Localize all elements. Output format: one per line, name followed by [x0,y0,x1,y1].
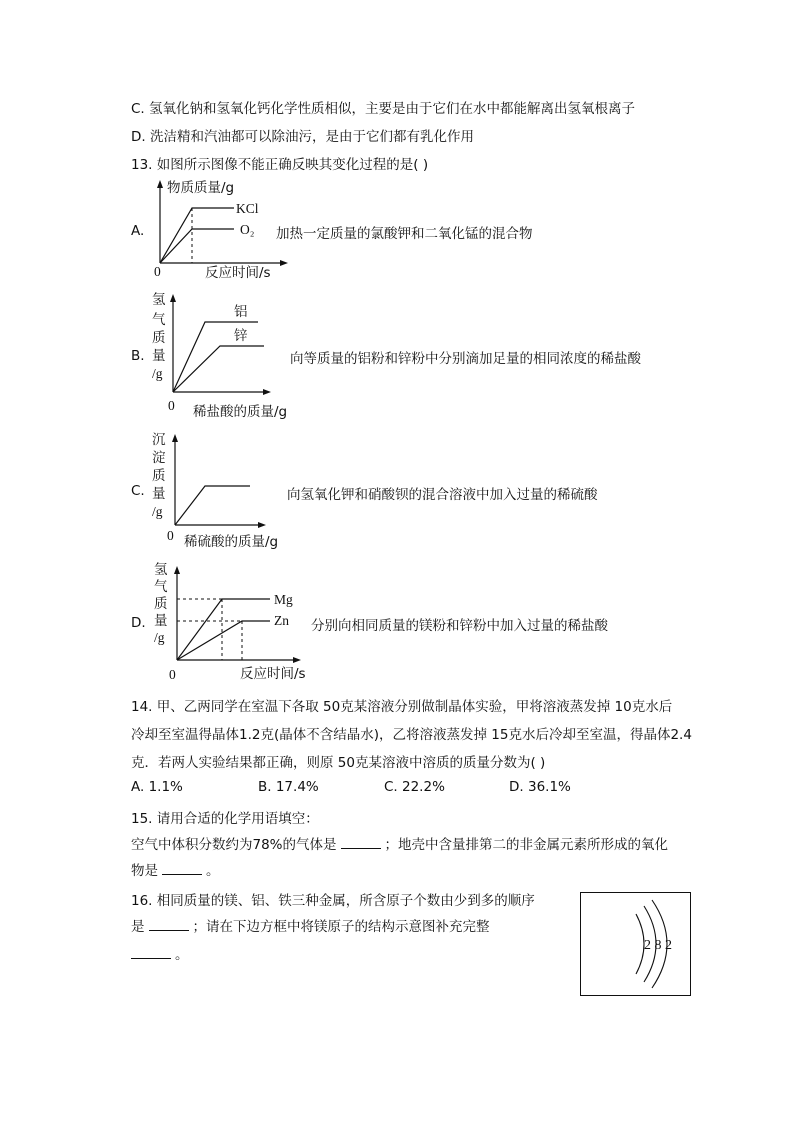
q13-b-ylabel-2: 质 [152,330,166,346]
q14-option-b[interactable]: B. 17.4% [258,779,319,795]
q13-c-ylabel-0: 沉 [152,432,166,448]
atom-structure-box[interactable] [580,892,692,997]
q13-b-ylabel-0: 氢 [152,292,166,308]
prev-option-c: C. 氢氧化钠和氢氧化钙化学性质相似，主要是由于它们在水中都能解离出氢氧根离子 [131,101,636,117]
q13-c-xlabel: 稀硫酸的质量/g [184,534,279,550]
prev-option-d: D. 洗洁精和汽油都可以除油污，是由于它们都有乳化作用 [131,129,474,145]
q13-b-origin: 0 [168,398,175,413]
q13-d-series-mg: Mg [274,592,293,607]
q13-a-ylabel: 物质质量/g [167,180,235,196]
q15-line1: 15. 请用合适的化学用语填空： [131,811,319,827]
q13-d-mg-line [177,599,270,660]
q15-line3 [131,859,220,879]
q15-line3-b: 。 [206,863,220,879]
q13-d-ylabel-4: /g [154,630,165,645]
q16-line3-b: 。 [175,947,189,963]
q13-b-series-al: 铝 [234,304,248,320]
q13-b-desc: 向等质量的铝粉和锌粉中分别滴加足量的相同浓度的稀盐酸 [290,351,641,367]
q13-c-ylabel-2: 质 [152,468,166,484]
q13-a-series-kcl: KCl [236,201,259,216]
q13-b-zn-line [173,346,264,392]
q13-b-label: B. [131,348,145,364]
q13-b-series-zn: 锌 [234,328,248,344]
q13-d-ylabel-1: 气 [154,579,168,595]
q13-d-origin: 0 [169,667,176,682]
q15-blank-2[interactable] [162,862,202,875]
q14-option-c[interactable]: C. 22.2% [384,779,445,795]
q13-c-origin: 0 [167,528,174,543]
q13-d-series-zn: Zn [274,613,289,628]
q13-b-ylabel-4: /g [152,366,163,381]
q15-line2 [131,833,668,853]
q14-line1: 14. 甲、乙两同学在室温下各取 50克某溶液分别做制晶体实验，甲将溶液蒸发掉 10克水后 [131,699,673,715]
q13-c-ylabel-3: 量 [152,486,166,502]
q13-a-kcl-line [160,208,234,263]
q15-line3-a: 物是 [131,863,158,879]
q16-line3 [131,943,189,963]
q13-b-graph [150,288,300,423]
q13-a-xlabel: 反应时间/s [205,265,271,281]
q14-line2: 冷却至室温得晶体1.2克(晶体不含结晶水)，乙将溶液蒸发掉 15克水后冷却至室温，得晶体2.4 [131,727,692,743]
q16-line2-a: 是 [131,919,145,935]
q13-b-ylabel-1: 气 [152,312,166,328]
electron-numbers: 2 8 2 [644,938,672,953]
q14-option-d[interactable]: D. 36.1% [509,779,571,795]
q13-c-precipitate-line [175,486,250,525]
q13-a-desc: 加热一定质量的氯酸钾和二氧化锰的混合物 [276,226,533,242]
q13-d-desc: 分别向相同质量的镁粉和锌粉中加入过量的稀盐酸 [311,618,608,634]
q13-c-desc: 向氢氧化钾和硝酸钡的混合溶液中加入过量的稀硫酸 [287,487,598,503]
q15-line2-a: 空气中体积分数约为78%的气体是 [131,837,337,853]
q13-d-ylabel-0: 氢 [154,562,168,578]
q15-line2-b: ；地壳中含量排第二的非金属元素所形成的氧化 [384,837,669,853]
q13-a-origin: 0 [154,264,161,279]
q16-line2 [131,915,490,935]
q16-blank-2[interactable] [131,946,171,959]
q14-line3: 克．若两人实验结果都正确，则原 50克某溶液中溶质的质量分数为( ) [131,755,546,771]
q13-b-xlabel: 稀盐酸的质量/g [193,404,288,420]
q16-blank-1[interactable] [149,918,189,931]
q16-line1: 16. 相同质量的镁、铝、铁三种金属，所含原子个数由少到多的顺序 [131,893,535,909]
q13-c-ylabel-1: 淀 [152,450,166,466]
q16-line2-b: ；请在下边方框中将镁原子的结构示意图补充完整 [192,919,490,935]
q13-b-ylabel-3: 量 [152,348,166,364]
q14-option-a[interactable]: A. 1.1% [131,779,183,795]
q13-d-xlabel: 反应时间/s [240,666,306,682]
q13-c-ylabel-4: /g [152,504,163,519]
q13-a-label: A. [131,223,145,239]
q13-c-label: C. [131,483,145,499]
q13-a-series-o2: O₂ [240,222,255,237]
q15-blank-1[interactable] [341,836,381,849]
q13-d-label: D. [131,615,146,631]
q13-stem: 13. 如图所示图像不能正确反映其变化过程的是( ) [131,157,429,173]
q13-c-graph [150,428,300,553]
q13-d-ylabel-2: 质 [154,596,168,612]
q13-a-o2-line [160,229,234,263]
q13-d-ylabel-3: 量 [154,613,168,629]
q13-d-graph [150,560,320,685]
